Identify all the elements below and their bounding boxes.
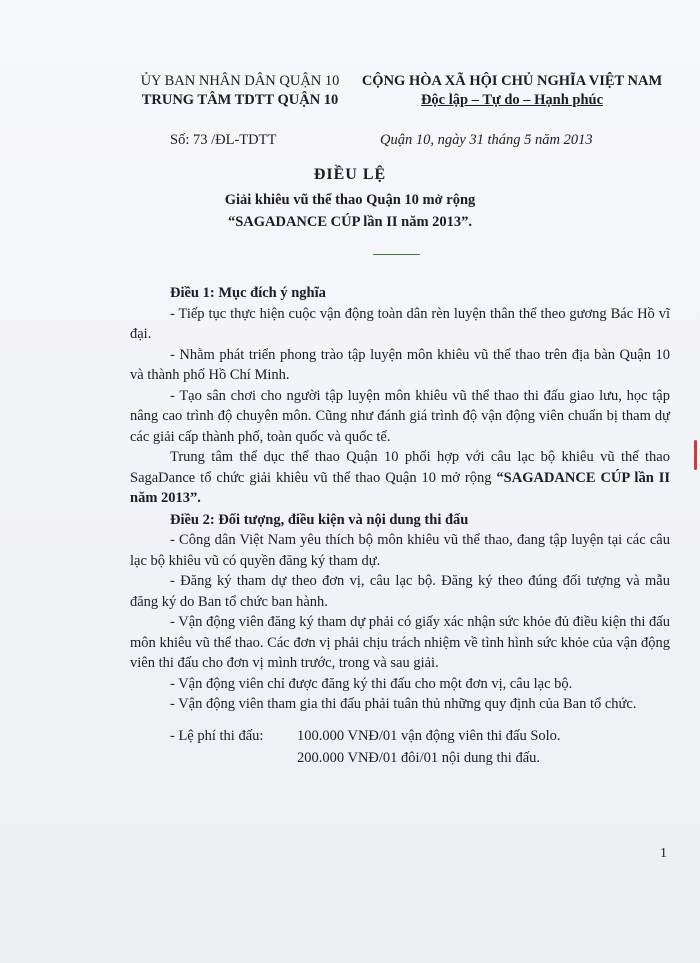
document-body (130, 282, 670, 715)
document-title: ĐIỀU LỆ (313, 166, 387, 183)
date-line: Quận 10, ngày 31 tháng 5 năm 2013 (380, 132, 593, 148)
section-2-paragraph: - Vận động viên tham gia thi đấu phải tuân thủ những quy định của Ban tổ chức. (170, 696, 637, 712)
issuer-line-2: TRUNG TÂM TDTT QUẬN 10 (141, 92, 339, 108)
section-1-paragraph (130, 447, 670, 509)
fee-solo: 100.000 VNĐ/01 vận động viên thi đấu Solo. (297, 728, 561, 744)
fee-row-1 (170, 728, 561, 745)
organizer-text: Trung tâm thể dục thể thao Quận 10 phối hợp với câu lạc bộ khiêu vũ thể thao SagaDance tổ chức giải khiêu vũ thể thao Quận 10 mở rộng (130, 449, 670, 486)
issuer-block (130, 72, 350, 110)
title-divider (373, 254, 420, 255)
issuer-line-1: ỦY BAN NHÂN DÂN QUẬN 10 (140, 73, 340, 89)
section-1-paragraph: - Tiếp tục thực hiện cuộc vận động toàn dân rèn luyện thân thể theo gương Bác Hồ vĩ đại. (130, 305, 670, 342)
fee-couple: 200.000 VNĐ/01 đôi/01 nội dung thi đấu. (297, 750, 541, 766)
motto-text: Độc lập – Tự do – Hạnh phúc (420, 92, 604, 108)
section-1-paragraph: - Tạo sân chơi cho người tập luyện môn khiêu vũ thể thao thi đấu giao lưu, học tập nâng cao trình độ chuyên môn. Cũng như đánh giá trình độ vận động viên chuẩn bị tham dự các giải cấp thành phố, toàn quốc và quốc tế. (130, 387, 670, 445)
section-2-paragraph: - Đăng ký tham dự theo đơn vị, câu lạc bộ. Đăng ký theo đúng đối tượng và mẫu đăng ký do Ban tổ chức ban hành. (130, 573, 670, 610)
section-2-paragraph: - Công dân Việt Nam yêu thích bộ môn khiêu vũ thể thao, đang tập luyện tại các câu lạc bộ khiêu vũ có quyền đăng ký tham dự. (130, 532, 670, 569)
page-number: 1 (660, 846, 667, 861)
document-number: Số: 73 /ĐL-TDTT (170, 132, 277, 148)
section-2-paragraph: - Vận động viên chỉ được đăng ký thi đấu cho một đơn vị, câu lạc bộ. (170, 675, 573, 692)
fee-label: - Lệ phí thi đấu: (170, 728, 264, 744)
document-subtitle-1: Giải khiêu vũ thể thao Quận 10 mở rộng (224, 192, 476, 208)
national-motto-block (352, 72, 672, 110)
national-title: CỘNG HÒA XÃ HỘI CHỦ NGHĨA VIỆT NAM (361, 73, 663, 89)
event-name-emphasis: “SAGADANCE CÚP lần II năm 2013”. (130, 469, 670, 506)
margin-mark (694, 440, 697, 470)
section-2-heading: Điều 2: Đối tượng, điều kiện và nội dung thi đấu (170, 511, 469, 528)
section-2-paragraph: - Vận động viên đăng ký tham dự phải có giấy xác nhận sức khỏe đủ điều kiện thi đấu môn khiêu vũ thể thao. Các đơn vị phải chịu trách nhiệm về tình hình sức khỏe của vận động viên thi đấu cho đơn vị mình trước, trong và sau giải. (130, 614, 670, 671)
document-subtitle-2: “SAGADANCE CÚP lần II năm 2013”. (227, 214, 473, 230)
motto (352, 91, 672, 110)
section-1-paragraph: - Nhằm phát triển phong trào tập luyện môn khiêu vũ thể thao trên địa bàn Quận 10 và thành phố Hồ Chí Minh. (130, 346, 670, 383)
section-1-heading: Điều 1: Mục đích ý nghĩa (170, 285, 326, 301)
